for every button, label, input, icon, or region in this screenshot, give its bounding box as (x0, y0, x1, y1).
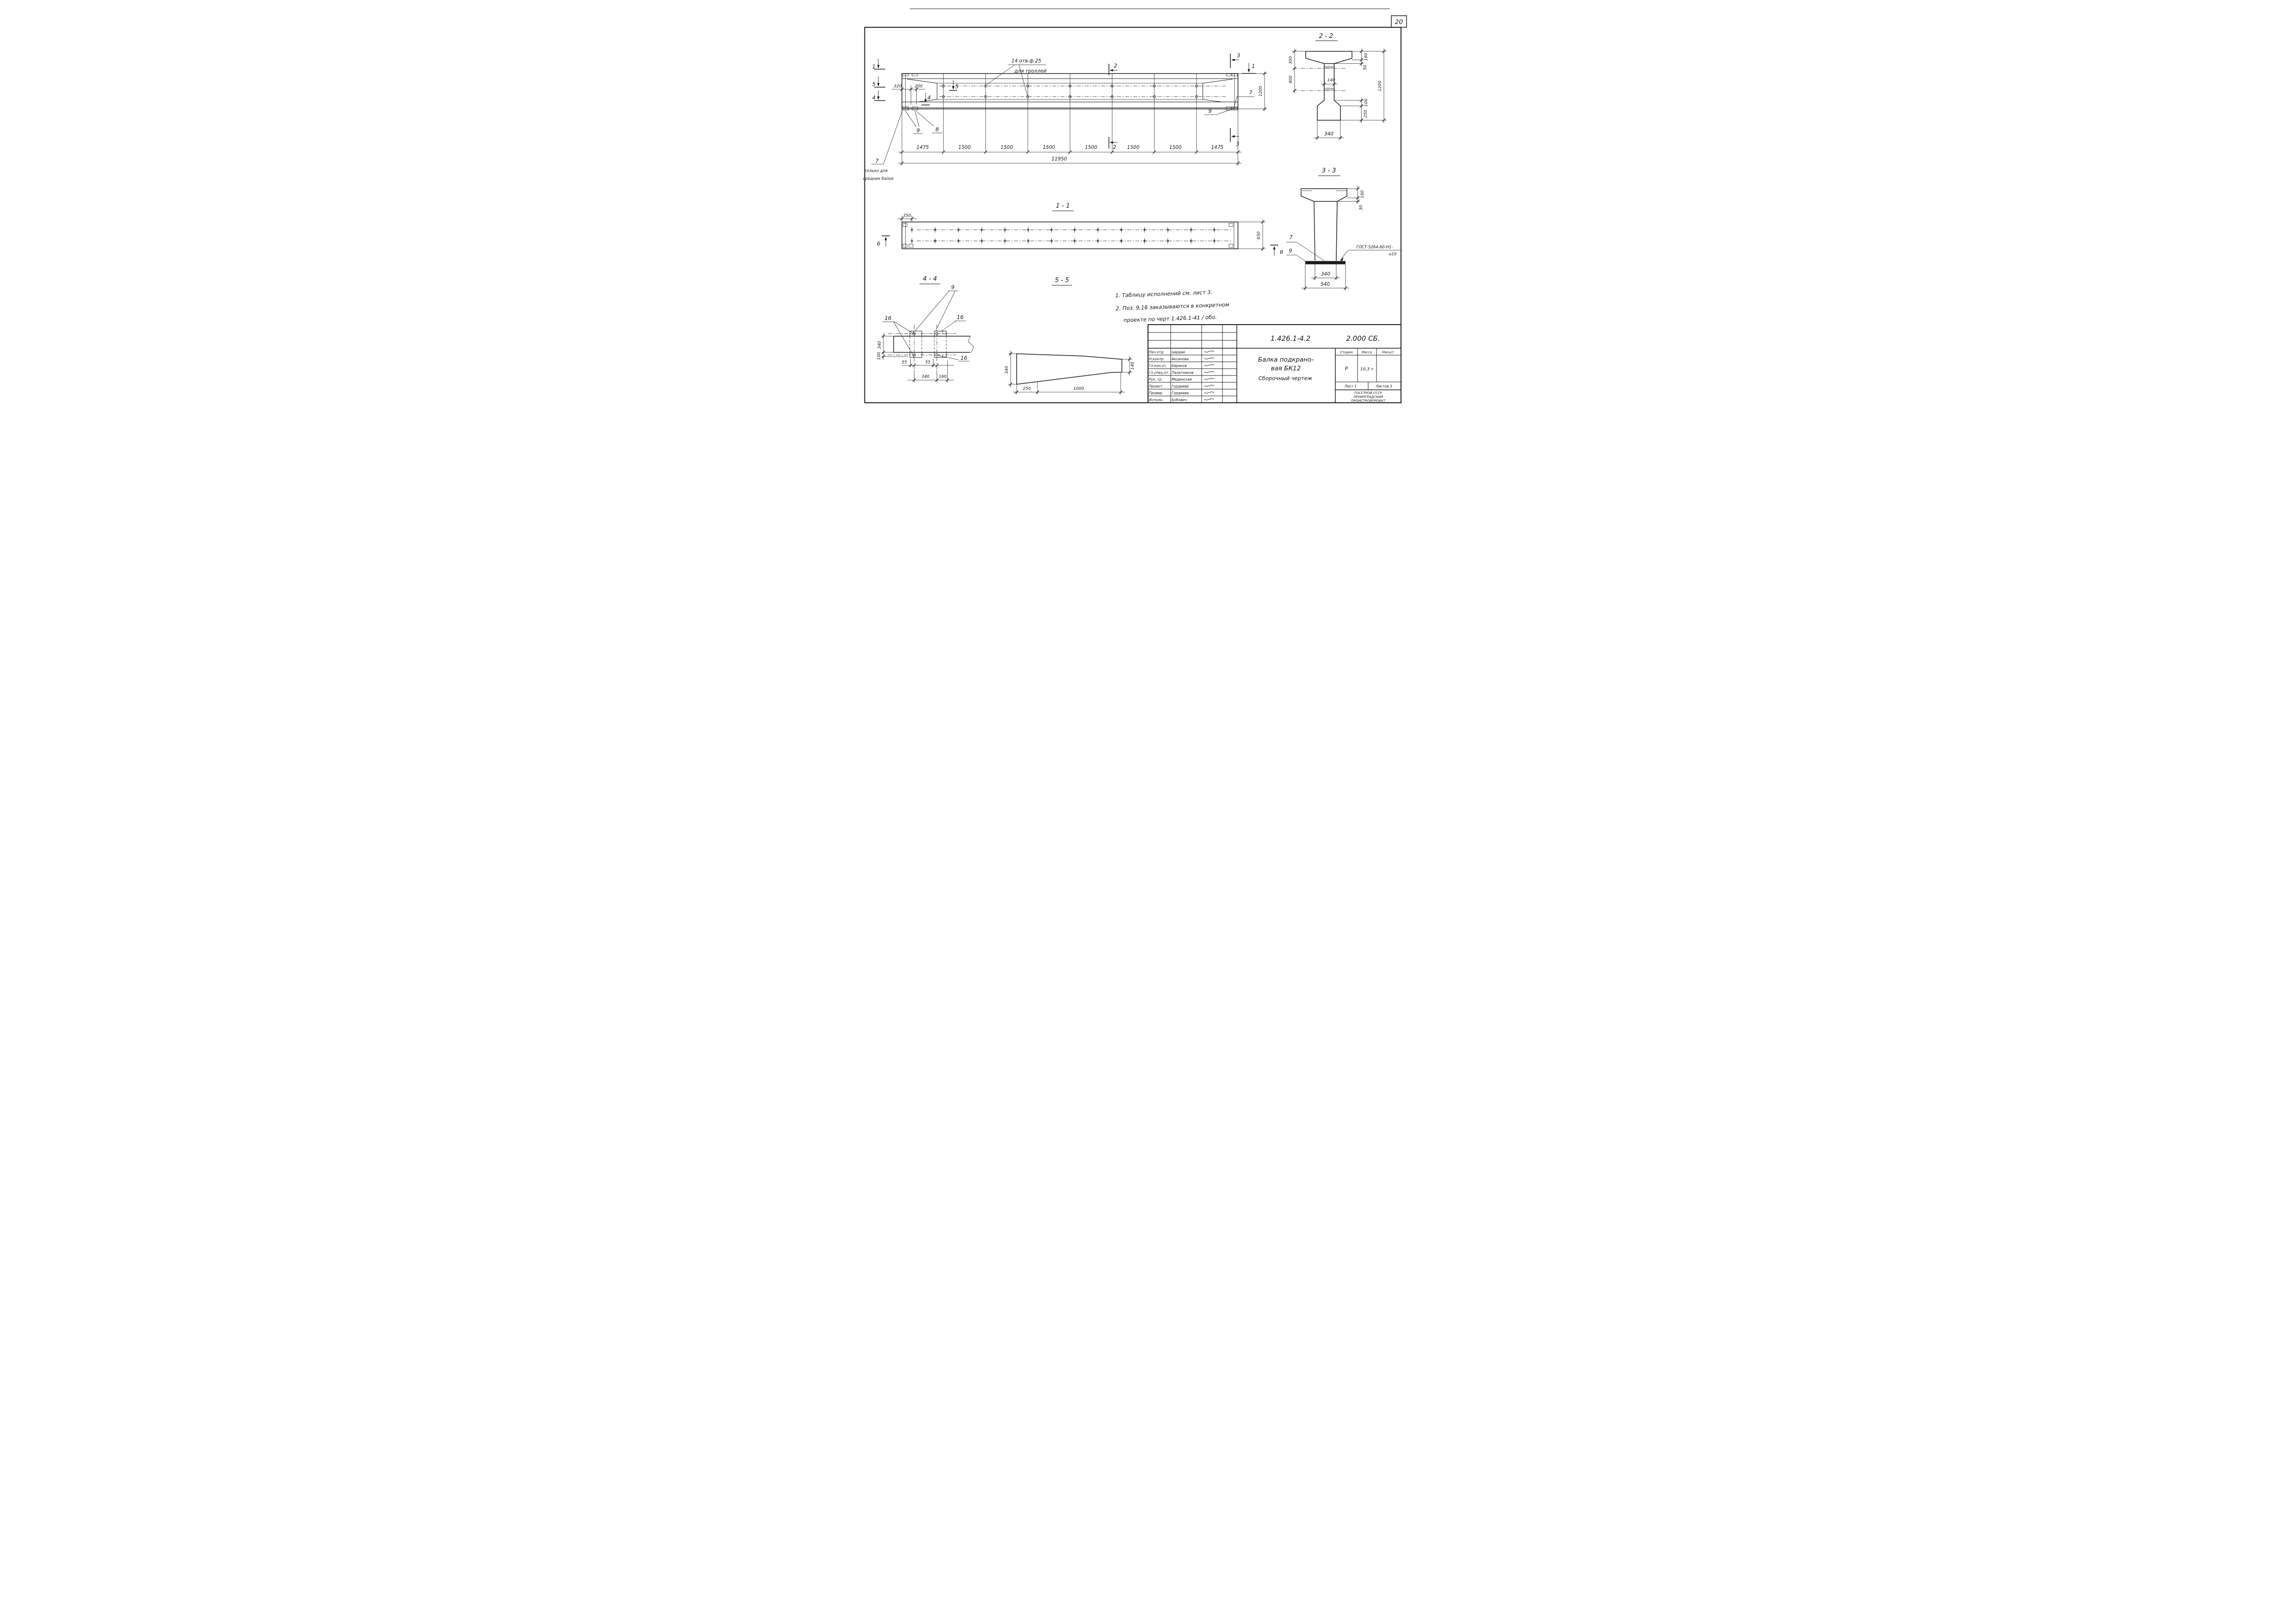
doc-number: 1.426.1-4.2 (1270, 334, 1310, 343)
svg-text:9: 9 (950, 284, 955, 290)
svg-text:55: 55 (901, 360, 907, 365)
note-3: проекте по черт 1.426.1-41 / обо. (1123, 314, 1217, 324)
cut-6-left (876, 236, 889, 247)
dim-3-3-right (1337, 186, 1365, 210)
dim-350 (898, 214, 917, 222)
dim-5-5-140 (1122, 356, 1135, 375)
dim-5-5-bottom (1013, 373, 1125, 394)
cut-4-left (872, 90, 885, 101)
pos-7-right (1234, 89, 1254, 110)
svg-text:160: 160 (1364, 53, 1369, 61)
hole-note-line2: для троллей (1014, 68, 1047, 74)
dim-5-5-340 (1005, 351, 1017, 388)
weld-note (1340, 245, 1401, 261)
dim-2-2-340 (1314, 120, 1344, 140)
sheets-label: Листов 3 (1375, 384, 1392, 388)
svg-text:6: 6 (1279, 249, 1283, 255)
svg-text:Гл.кон.от.: Гл.кон.от. (1148, 363, 1167, 368)
svg-text:100: 100 (1364, 98, 1369, 107)
stiffener-lines (943, 74, 1196, 152)
section-2-2 (1289, 32, 1387, 140)
drawing-name-1: Балка подкрано- (1258, 356, 1314, 363)
svg-text:160: 160 (938, 375, 947, 379)
pos-16-bottom (938, 355, 969, 361)
org-line3: ПРОМСТРОЙПРОЕКТ (1351, 399, 1385, 403)
svg-text:1500: 1500 (958, 145, 971, 150)
svg-text:4: 4 (872, 94, 876, 101)
svg-text:340: 340 (1004, 366, 1009, 374)
section-3-3-title: 3 - 3 (1321, 167, 1336, 174)
view-4-4-title: 4 - 4 (922, 275, 937, 283)
svg-text:9: 9 (1208, 108, 1212, 114)
svg-text:1200: 1200 (1377, 80, 1383, 92)
view-1-1 (876, 202, 1283, 256)
svg-text:5: 5 (872, 81, 876, 87)
svg-text:5: 5 (955, 83, 958, 90)
signature-rows (1149, 350, 1214, 402)
cut-1-left (872, 59, 885, 70)
dim-total: 11950 (1051, 156, 1067, 162)
svg-text:1475: 1475 (1210, 145, 1223, 150)
val-stage: Р (1345, 366, 1348, 372)
col-mass: Масса (1361, 351, 1372, 354)
notes (1115, 288, 1230, 324)
pos-7-left (863, 111, 902, 181)
cut-5-left (872, 77, 885, 87)
pos-8-left (916, 111, 942, 133)
svg-text:Проект.: Проект. (1148, 384, 1163, 388)
svg-text:1500: 1500 (1085, 145, 1097, 150)
dim-4-4-bottom (901, 359, 954, 382)
svg-text:1000: 1000 (1073, 387, 1084, 391)
title-block (1148, 325, 1401, 403)
cut-3-top (1230, 52, 1240, 68)
svg-text:2: 2 (1112, 144, 1116, 150)
org-line2: ЛЕНИНГРАДСКИЙ (1353, 395, 1383, 399)
svg-text:340: 340 (1324, 131, 1333, 137)
elevation-view (863, 52, 1266, 181)
svg-text:Баранов: Баранов (1171, 363, 1187, 368)
svg-text:140: 140 (1327, 78, 1335, 83)
svg-text:3: 3 (1236, 52, 1240, 59)
hole-note (987, 58, 1047, 95)
note-2: 2. Поз. 9,16 заказываются в конкретном (1115, 301, 1229, 312)
drawing-sheet (861, 0, 1435, 406)
sheet-number: 20 (1395, 18, 1403, 26)
svg-text:1475: 1475 (916, 145, 929, 150)
section-2-2-title: 2 - 2 (1319, 32, 1333, 40)
dim-2-2-right (1334, 49, 1387, 123)
svg-text:160: 160 (1360, 190, 1365, 198)
svg-text:Гордеева: Гордеева (1171, 391, 1189, 395)
svg-text:400: 400 (1288, 75, 1293, 84)
dim-2-2-140 (1321, 78, 1338, 86)
svg-text:140: 140 (1130, 362, 1135, 370)
cut-6-right (1270, 245, 1283, 256)
sheet-label: Лист 1 (1344, 384, 1357, 388)
svg-text:2: 2 (1113, 62, 1117, 69)
cut-5-inner (949, 80, 958, 91)
svg-text:3: 3 (1235, 141, 1239, 147)
cut-4-inner (921, 93, 931, 105)
svg-text:1500: 1500 (1127, 145, 1139, 150)
svg-text:16: 16 (884, 315, 891, 321)
svg-text:250: 250 (1022, 387, 1031, 391)
svg-text:340: 340 (921, 375, 930, 379)
dim-3-3-bottom (1302, 265, 1349, 291)
svg-text:Н.контр.: Н.контр. (1148, 357, 1165, 361)
drawing-name-3: Сборочный чертеж (1258, 375, 1312, 381)
svg-text:540: 540 (1320, 282, 1330, 287)
plan-holes (911, 227, 1215, 244)
svg-text:1: 1 (1251, 63, 1255, 69)
bearing-plate (1305, 261, 1346, 265)
svg-text:340: 340 (877, 341, 882, 349)
pos-9-left (905, 111, 923, 134)
dim-4-4-left (877, 333, 907, 360)
dim-200: 200 (914, 84, 923, 89)
pos-16-left (883, 315, 913, 354)
weld-note-line1: ГОСТ-5264-80-Н1- (1356, 245, 1393, 250)
hole-note-line1: 14 отв.ф 25 (1011, 58, 1041, 64)
svg-text:7: 7 (1248, 89, 1253, 96)
svg-text:Палатников: Палатников (1171, 370, 1193, 375)
svg-text:8: 8 (935, 126, 939, 133)
svg-text:Бобович: Бобович (1171, 398, 1187, 402)
org-line1: ГОССТРОЙ СССР (1354, 391, 1382, 395)
svg-text:Провер.: Провер. (1148, 391, 1163, 395)
col-stage: Стадия (1340, 351, 1352, 354)
view-4-4 (877, 275, 974, 382)
view-1-1-title: 1 - 1 (1055, 202, 1070, 209)
svg-text:1500: 1500 (1169, 145, 1182, 150)
dim-650 (1238, 220, 1265, 251)
pos-7-note1: только для (864, 169, 888, 173)
pos-7-note2: средних балок (863, 177, 894, 181)
svg-text:340: 340 (1321, 271, 1330, 277)
dim-1200-right (1238, 72, 1267, 111)
doc-code: 2.000 СБ. (1346, 334, 1380, 343)
section-3-3 (1286, 167, 1401, 290)
cut-1-right (1242, 63, 1256, 74)
svg-text:Гордеева: Гордеева (1171, 384, 1189, 388)
svg-text:16: 16 (960, 355, 967, 361)
note-1: 1. Таблицу исполнений см. лист 3. (1115, 289, 1212, 299)
svg-text:1500: 1500 (1000, 145, 1013, 150)
svg-text:7: 7 (1289, 234, 1293, 240)
pos-3-3-9 (1286, 247, 1308, 263)
svg-text:1500: 1500 (1042, 145, 1055, 150)
svg-text:Нач.отд: Нач.отд (1148, 350, 1163, 354)
svg-text:1: 1 (872, 63, 876, 70)
svg-text:250: 250 (1363, 110, 1368, 118)
svg-text:55: 55 (925, 360, 931, 365)
svg-text:Мединская: Мединская (1171, 377, 1192, 381)
clip-plates (910, 331, 946, 357)
val-mass: 10,3 т (1360, 367, 1373, 372)
svg-text:100: 100 (876, 352, 882, 360)
dim-1200: 1200 (1258, 86, 1263, 97)
svg-text:Гл.спец.от.: Гл.спец.от. (1148, 370, 1169, 375)
cut-marks (872, 52, 1255, 150)
svg-text:350: 350 (902, 214, 911, 218)
drawing-name-2: вая БК12 (1271, 365, 1301, 372)
dim-320: 320 (893, 84, 902, 89)
svg-text:9: 9 (916, 127, 920, 134)
svg-text:50: 50 (1363, 65, 1368, 70)
col-scale: Масшт. (1382, 351, 1395, 354)
svg-text:7: 7 (875, 158, 879, 164)
svg-text:30: 30 (1358, 205, 1364, 210)
cut-2-bottom (1109, 137, 1117, 150)
svg-text:Цардак: Цардак (1171, 350, 1185, 354)
dim-2-2-left (1289, 49, 1306, 93)
weld-note-line2: -ь10 (1388, 252, 1396, 257)
view-5-5-title: 5 - 5 (1055, 277, 1069, 284)
svg-text:Исполн.: Исполн. (1148, 398, 1163, 402)
svg-text:6: 6 (876, 240, 880, 247)
svg-text:650: 650 (1256, 231, 1261, 240)
svg-text:300: 300 (1288, 56, 1293, 64)
svg-text:9: 9 (1288, 247, 1292, 254)
svg-text:Аксенова: Аксенова (1171, 357, 1189, 361)
svg-text:Рук. гр.: Рук. гр. (1148, 377, 1162, 381)
svg-text:16: 16 (957, 314, 963, 320)
svg-text:4: 4 (927, 94, 931, 101)
pos-16-right (941, 314, 966, 332)
